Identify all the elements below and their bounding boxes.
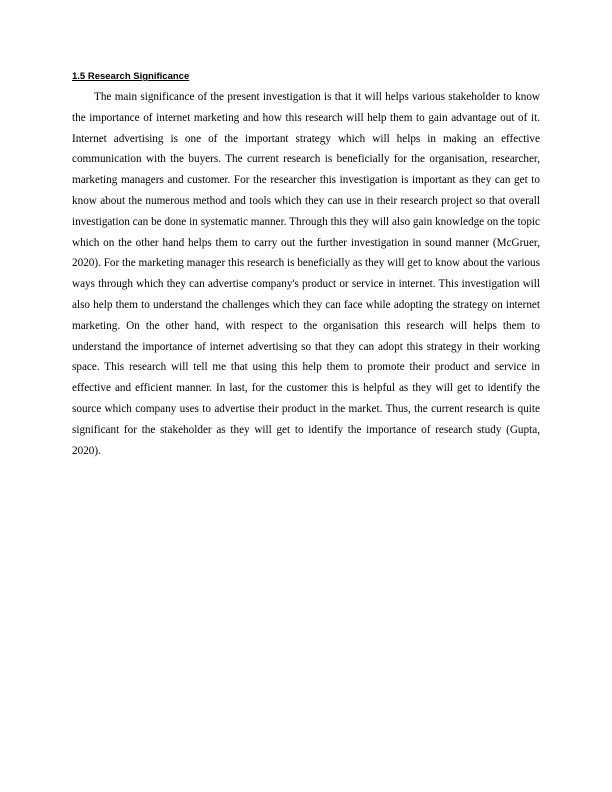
section-paragraph: The main significance of the present investigation is that it will helps various stakeholder to know the importance of internet marketing and how this research will help them to gain advantage out of it. Internet advertising is one of the important strategy which will helps in making an effective communication with the buyers. The current research is beneficially for the organisation, researcher, marketing managers and customer. For the researcher this investigation is important as they can get to know about the numerous method and tools which they can use in their research project so that overall investigation can be done in systematic manner. Through this they will also gain knowledge on the topic which on the other hand helps them to carry out the further investigation in sound manner (McGruer, 2020). For the marketing manager this research is beneficially as they will get to know about the various ways through which they can advertise company's product or service in internet. This investigation will also help them to understand the challenges which they can face while adopting the strategy on internet marketing. On the other hand, with respect to the organisation this research will helps them to understand the importance of internet advertising so that they can adopt this strategy in their working space. This research will tell me that using this help them to promote their product and service in effective and efficient manner. In last, for the customer this is helpful as they will get to identify the source which company uses to advertise their product in the market. Thus, the current research is quite significant for the stakeholder as they will get to identify the importance of research study (Gupta, 2020). [72,91,540,457]
section-heading: 1.5 Research Significance [72,71,190,82]
